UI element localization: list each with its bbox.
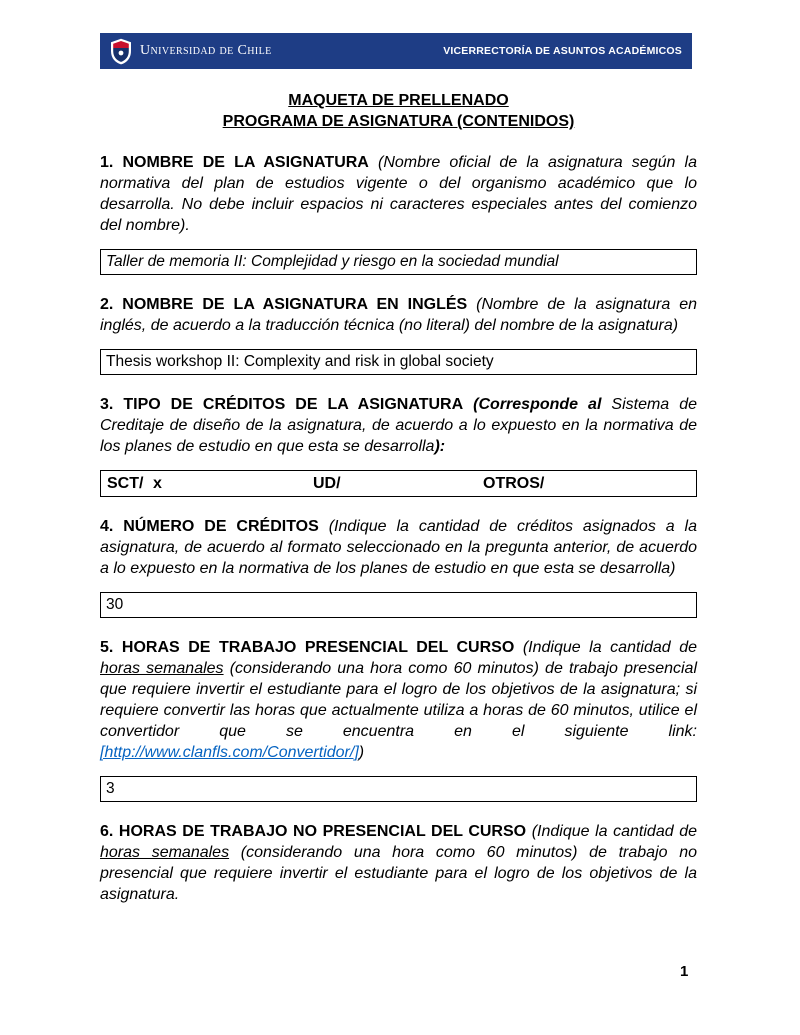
convertidor-link[interactable]: [http://www.clanfls.com/Convertidor/] [100, 744, 359, 761]
section-4-label: 4. NÚMERO DE CRÉDITOS [100, 518, 319, 535]
course-name-value: Taller de memoria II: Complejidad y riesgo en la sociedad mundial [106, 253, 559, 270]
credit-type-field[interactable] [100, 470, 697, 497]
course-name-field[interactable] [100, 249, 697, 275]
otros-label: OTROS/ [483, 474, 545, 492]
section-5-description-1: (Indique la cantidad de [514, 639, 698, 656]
document-title-line1: MAQUETA DE PRELLENADO [288, 92, 509, 109]
header-office-title: VICERRECTORÍA DE ASUNTOS ACADÉMICOS [443, 45, 682, 57]
contact-hours-field[interactable] [100, 776, 697, 802]
section-6-description-2: (considerando una hora como 60 minutos) de trabajo no presencial que requiere invertir el estudiante para el logro de los objetivos de la asignatura. [100, 844, 698, 903]
section-5-description-2: (considerando una hora como 60 minutos) de trabajo presencial que requiere invertir el estudiante para el logro de los objetivos de la asignatura; si requiere convertir las horas que actualmente utiliza a horas de 60 minutos, utilice el convertidor que se encuentra en el siguiente link: [100, 660, 698, 740]
credit-count-field[interactable] [100, 592, 697, 618]
section-3-text [100, 394, 697, 457]
credit-count-value: 30 [106, 596, 124, 613]
course-name-english-value: Thesis workshop II: Complexity and risk in global society [106, 353, 494, 370]
section-6-description-underlined: horas semanales [100, 844, 230, 861]
section-5-description-3: ) [358, 744, 365, 761]
section-3-description-bold: (Corresponde al [463, 396, 612, 413]
section-1-label: 1. NOMBRE DE LA ASIGNATURA [100, 154, 369, 171]
section-3-label: 3. TIPO DE CRÉDITOS DE LA ASIGNATURA [100, 396, 464, 413]
section-6-description-1: (Indique la cantidad de [526, 823, 698, 840]
section-1-text [100, 152, 697, 236]
section-2-description: (Nombre de la asignatura en inglés, de acuerdo a la traducción técnica (no literal) del nombre de la asignatura) [100, 296, 697, 334]
section-6-text [100, 821, 697, 905]
section-3-description-close: ): [434, 438, 446, 455]
section-2-label: 2. NOMBRE DE LA ASIGNATURA EN INGLÉS [100, 296, 468, 313]
document-title [100, 90, 697, 132]
sct-value: x [153, 474, 162, 492]
section-5-description-underlined: horas semanales [100, 660, 224, 677]
university-name: Universidad de Chile [140, 43, 272, 58]
course-name-english-field[interactable] [100, 349, 697, 375]
section-3-description: Sistema de Creditaje de diseño de la asignatura, de acuerdo a lo expuesto en la normativa de los planes de estudio en que esta se desarrolla [100, 396, 698, 455]
section-2-text [100, 294, 697, 336]
section-1-description: (Nombre oficial de la asignatura según la normativa del plan de estudios vigente o del organismo académico que lo desarrolla. No debe incluir espacios ni caracteres especiales antes del comienzo del nombre). [100, 154, 697, 234]
contact-hours-value: 3 [106, 780, 115, 797]
section-4-text [100, 516, 697, 579]
section-5-text [100, 637, 697, 763]
document-title-line2: PROGRAMA DE ASIGNATURA (CONTENIDOS) [222, 113, 575, 130]
university-logo-icon [110, 38, 132, 65]
sct-label: SCT/ [107, 474, 144, 492]
section-4-description: (Indique la cantidad de créditos asignados a la asignatura, de acuerdo al formato seleccionado en la pregunta anterior, de acuerdo a lo expuesto en la normativa de los planes de estudio en que esta se desarrolla) [100, 518, 697, 577]
section-6-label: 6. HORAS DE TRABAJO NO PRESENCIAL DEL CURSO [100, 823, 527, 840]
header-banner [100, 33, 692, 69]
document-content [100, 90, 697, 905]
page-number: 1 [680, 963, 689, 980]
ud-label: UD/ [313, 474, 341, 492]
section-5-label: 5. HORAS DE TRABAJO PRESENCIAL DEL CURSO [100, 639, 515, 656]
